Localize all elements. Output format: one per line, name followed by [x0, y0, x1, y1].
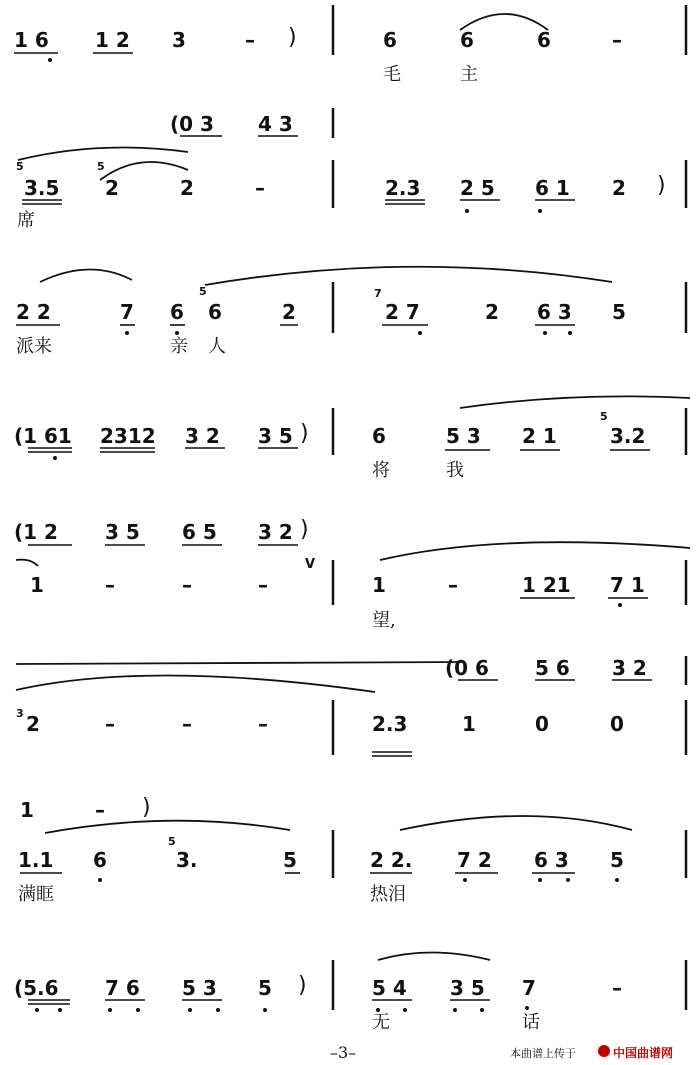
note: 2	[180, 176, 194, 200]
note-group: 6 3	[537, 300, 572, 324]
lyric: 席	[17, 210, 35, 231]
close-paren: )	[298, 973, 307, 998]
close-paren: )	[300, 421, 309, 446]
note: 2	[612, 176, 626, 200]
breath-mark: V	[305, 557, 316, 572]
note-group: 7 6	[105, 976, 140, 1000]
note-group: 6 3	[534, 848, 569, 872]
grace-note: 5	[199, 285, 207, 298]
note-group: 1.1	[18, 848, 54, 872]
note: 5	[283, 848, 297, 872]
dash: –	[612, 976, 622, 1000]
note-group: 3 2	[185, 424, 220, 448]
lyric: 毛	[383, 64, 401, 85]
note-group: 2 1	[522, 424, 557, 448]
note-group: 3 5	[105, 520, 140, 544]
dash: –	[105, 712, 115, 736]
close-paren: )	[288, 25, 297, 50]
note-group: (0 3	[170, 112, 214, 136]
note: 2	[485, 300, 499, 324]
note-group: 3.	[176, 848, 198, 872]
lyric: 热泪	[370, 884, 406, 905]
note: 1	[462, 712, 476, 736]
note-group: (5.6	[14, 976, 59, 1000]
dash: –	[182, 712, 192, 736]
lyric: 无	[372, 1012, 390, 1033]
note: 0	[610, 712, 624, 736]
note-group: 6 5	[182, 520, 217, 544]
note-group: 4 3	[258, 112, 293, 136]
note: 6	[383, 28, 397, 52]
note-group: 3 5	[450, 976, 485, 1000]
dash: –	[105, 573, 115, 597]
dash: –	[258, 573, 268, 597]
grace-note: 5	[16, 160, 24, 173]
note: 1	[30, 573, 44, 597]
note-group: 3 5	[258, 424, 293, 448]
lyric: 望,	[372, 610, 396, 631]
note-group: 5 3	[446, 424, 481, 448]
grace-note: 5	[600, 410, 608, 423]
dash: –	[258, 712, 268, 736]
note: 6	[208, 300, 222, 324]
note: 7	[120, 300, 134, 324]
note: 1	[20, 798, 34, 822]
note-group: 1 6	[14, 28, 49, 52]
dash: –	[245, 28, 255, 52]
note-group: 7 1	[610, 573, 645, 597]
note-group: 1 21	[522, 573, 571, 597]
grace-note: 5	[97, 160, 105, 173]
note: 5	[610, 848, 624, 872]
dash: –	[182, 573, 192, 597]
note-group: 7 2	[457, 848, 492, 872]
dash: –	[95, 798, 105, 822]
close-paren: )	[657, 173, 666, 198]
site-brand: 中国曲谱网	[613, 1046, 674, 1060]
upload-credit: 本曲谱上传于	[510, 1048, 576, 1060]
lyric: 亲	[170, 336, 188, 357]
note-group: 1 2	[95, 28, 130, 52]
page-number: –3–	[330, 1043, 357, 1062]
grace-note: 5	[168, 835, 176, 848]
lyric: 我	[446, 460, 464, 481]
note-group: 6 1	[535, 176, 570, 200]
dash: –	[255, 176, 265, 200]
close-paren: )	[142, 795, 151, 820]
note: 6	[460, 28, 474, 52]
note: 0	[535, 712, 549, 736]
note-group: 3 2	[258, 520, 293, 544]
note-group: 3.5	[24, 176, 60, 200]
note-group: 2 2	[16, 300, 51, 324]
dash: –	[612, 28, 622, 52]
note-group: (1 2	[14, 520, 58, 544]
close-paren: )	[300, 517, 309, 542]
dash: –	[448, 573, 458, 597]
note: 1	[372, 573, 386, 597]
note-group: 2 2.	[370, 848, 413, 872]
note: 3	[172, 28, 186, 52]
note-group: 2312	[100, 424, 156, 448]
note-group: 2.3	[385, 176, 421, 200]
note: 6	[93, 848, 107, 872]
site-logo-icon	[598, 1045, 610, 1057]
lyric: 派来	[16, 336, 52, 357]
note: 5	[258, 976, 272, 1000]
lyric: 话	[522, 1012, 540, 1033]
lyric: 主	[460, 64, 478, 85]
note-group: (1 61	[14, 424, 72, 448]
note-group: 5 3	[182, 976, 217, 1000]
note-group: 3.2	[610, 424, 646, 448]
note: 5	[612, 300, 626, 324]
note-group: (0 6	[445, 656, 489, 680]
note-group: 5 6	[535, 656, 570, 680]
note-group: 3 2	[612, 656, 647, 680]
note-group: 2 5	[460, 176, 495, 200]
note: 2	[105, 176, 119, 200]
note: 6	[170, 300, 184, 324]
note: 2	[26, 712, 40, 736]
grace-note: 3	[16, 707, 24, 720]
note: 6	[372, 424, 386, 448]
grace-note: 7	[374, 287, 382, 300]
note-group: 2.3	[372, 712, 408, 736]
note-group: 2 7	[385, 300, 420, 324]
note: 2	[282, 300, 296, 324]
note-group: 5 4	[372, 976, 407, 1000]
note: 6	[537, 28, 551, 52]
lyric: 满眶	[18, 884, 54, 905]
lyric: 将	[372, 460, 390, 481]
note: 7	[522, 976, 536, 1000]
lyric: 人	[208, 336, 226, 357]
